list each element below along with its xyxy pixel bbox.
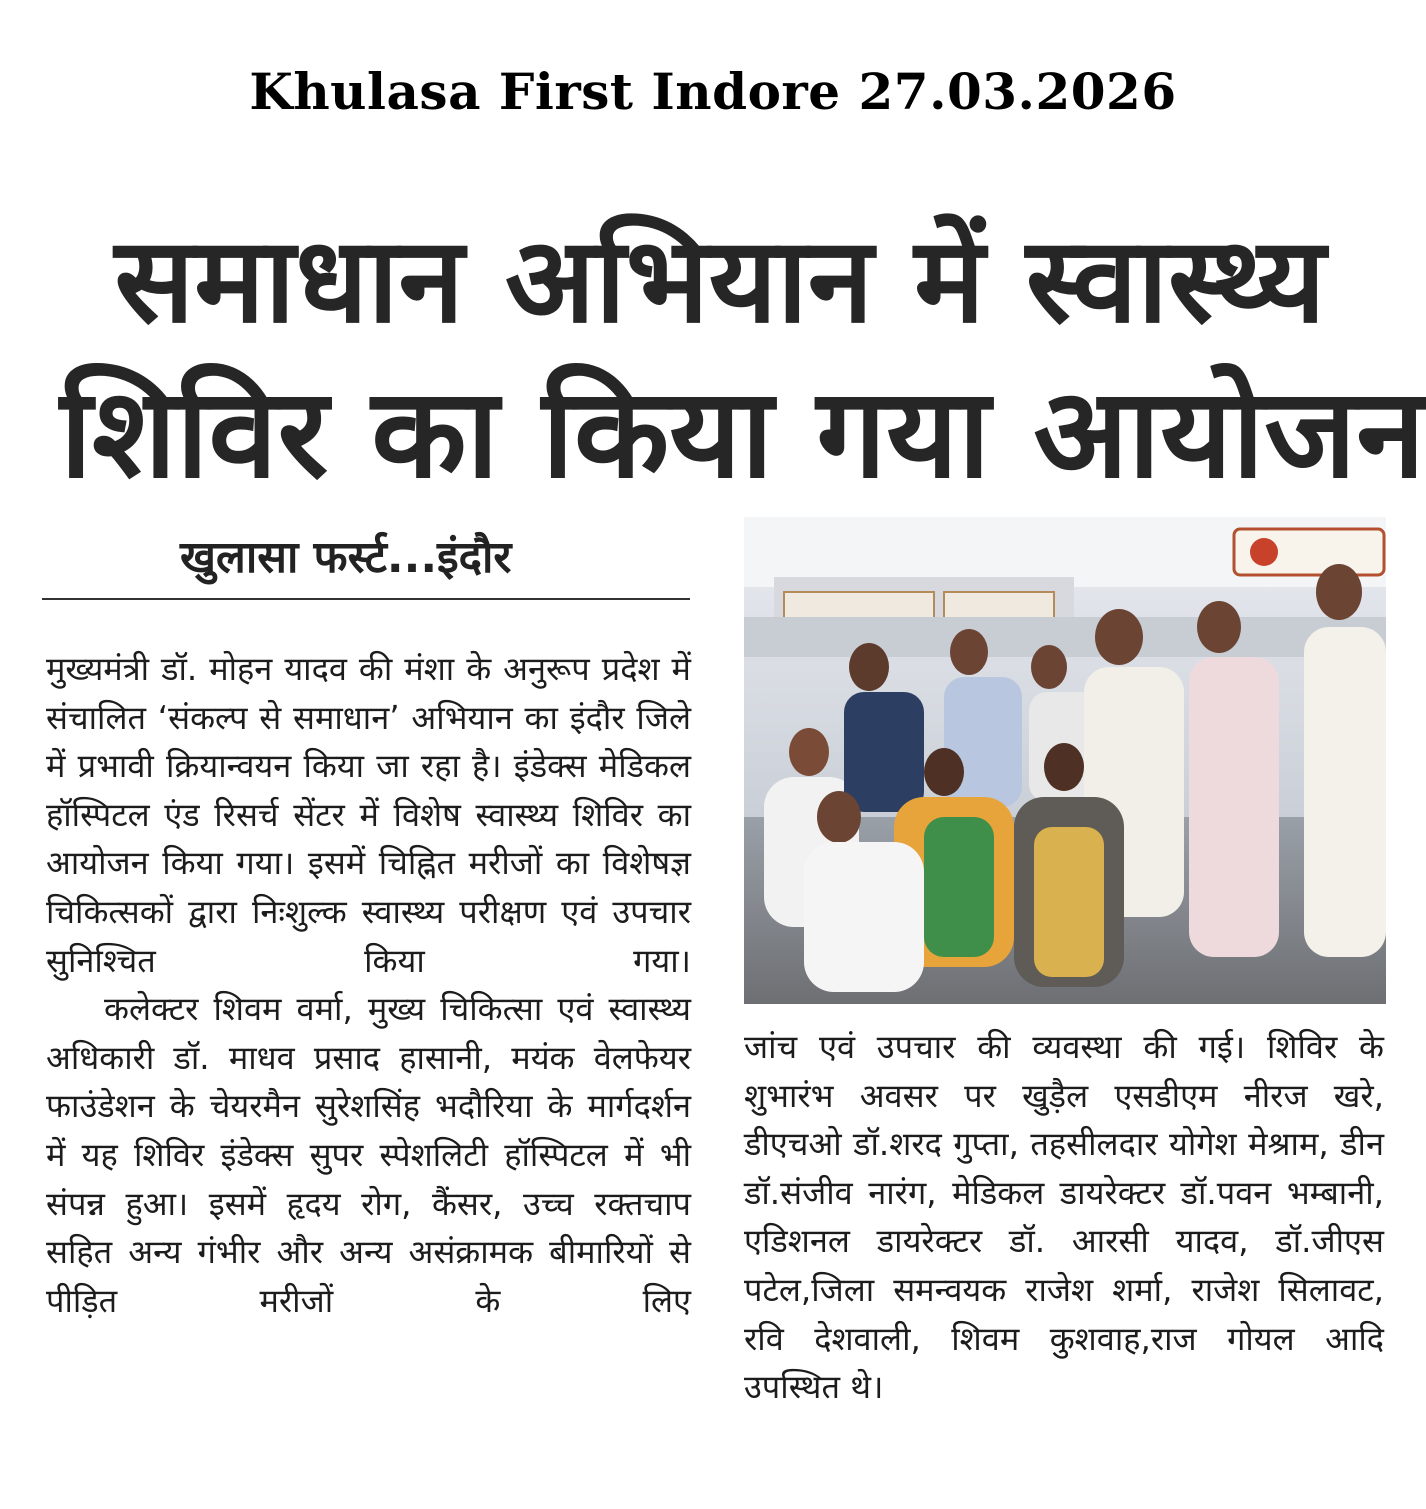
headline-line-2: शिविर का किया गया आयोजन <box>60 362 1426 506</box>
article-paragraph-3: जांच एवं उपचार की व्यवस्था की गई। शिविर के शुभारंभ अवसर पर खुड़ैल एसडीएम नीरज खरे, डीएचओ डॉ.शरद गुप्ता, तहसीलदार योगेश मेश्राम, डीन डॉ.संजीव नारंग, मेडिकल डायरेक्टर डॉ.पवन भम्बानी, एडिशनल डायरेक्टर डॉ. आरसी यादव, डॉ.जीएस पटेल,जिला समन्वयक राजेश शर्मा, राजेश सिलावट, रवि देशवाली, शिवम कुशवाह,राज गोयल आदि उपस्थित थे। <box>744 1028 1384 1407</box>
byline: खुलासा फर्स्ट...इंदौर <box>180 532 512 583</box>
headline-line-1: समाधान अभियान में स्वास्थ्य <box>114 211 1326 349</box>
article-paragraph-1: मुख्यमंत्री डॉ. मोहन यादव की मंशा के अनुरूप प्रदेश में संचालित ‘संकल्प से समाधान’ अभियान का इंदौर जिले में प्रभावी क्रियान्वयन किया जा रहा है। इंडेक्स मेडिकल हॉस्पिटल एंड रिसर्च सेंटर में विशेष स्वास्थ्य शिविर का आयोजन किया गया। इसमें चिह्नित मरीजों का विशेषज्ञ चिकित्सकों द्वारा निःशुल्क स्वास्थ्य परीक्षण एवं उपचार सुनिश्चित किया गया। <box>46 650 691 980</box>
article-column-left <box>46 645 691 1325</box>
source-header: Khulasa First Indore 27.03.2026 <box>249 62 1177 121</box>
photo-icon <box>744 517 1386 1004</box>
news-photo <box>744 517 1386 1004</box>
byline-rule <box>42 598 690 600</box>
article-paragraph-2: कलेक्टर शिवम वर्मा, मुख्य चिकित्सा एवं स्वास्थ्य अधिकारी डॉ. माधव प्रसाद हासानी, मयंक वेलफेयर फाउंडेशन के चेयरमैन सुरेशसिंह भदौरिया के मार्गदर्शन में यह शिविर इंडेक्स सुपर स्पेशलिटी हॉस्पिटल में भी संपन्न हुआ। इसमें हृदय रोग, कैंसर, उच्च रक्तचाप सहित अन्य गंभीर और अन्य असंक्रामक बीमारियों से पीड़ित मरीजों के लिए <box>46 990 691 1320</box>
article-column-right <box>744 1023 1384 1412</box>
